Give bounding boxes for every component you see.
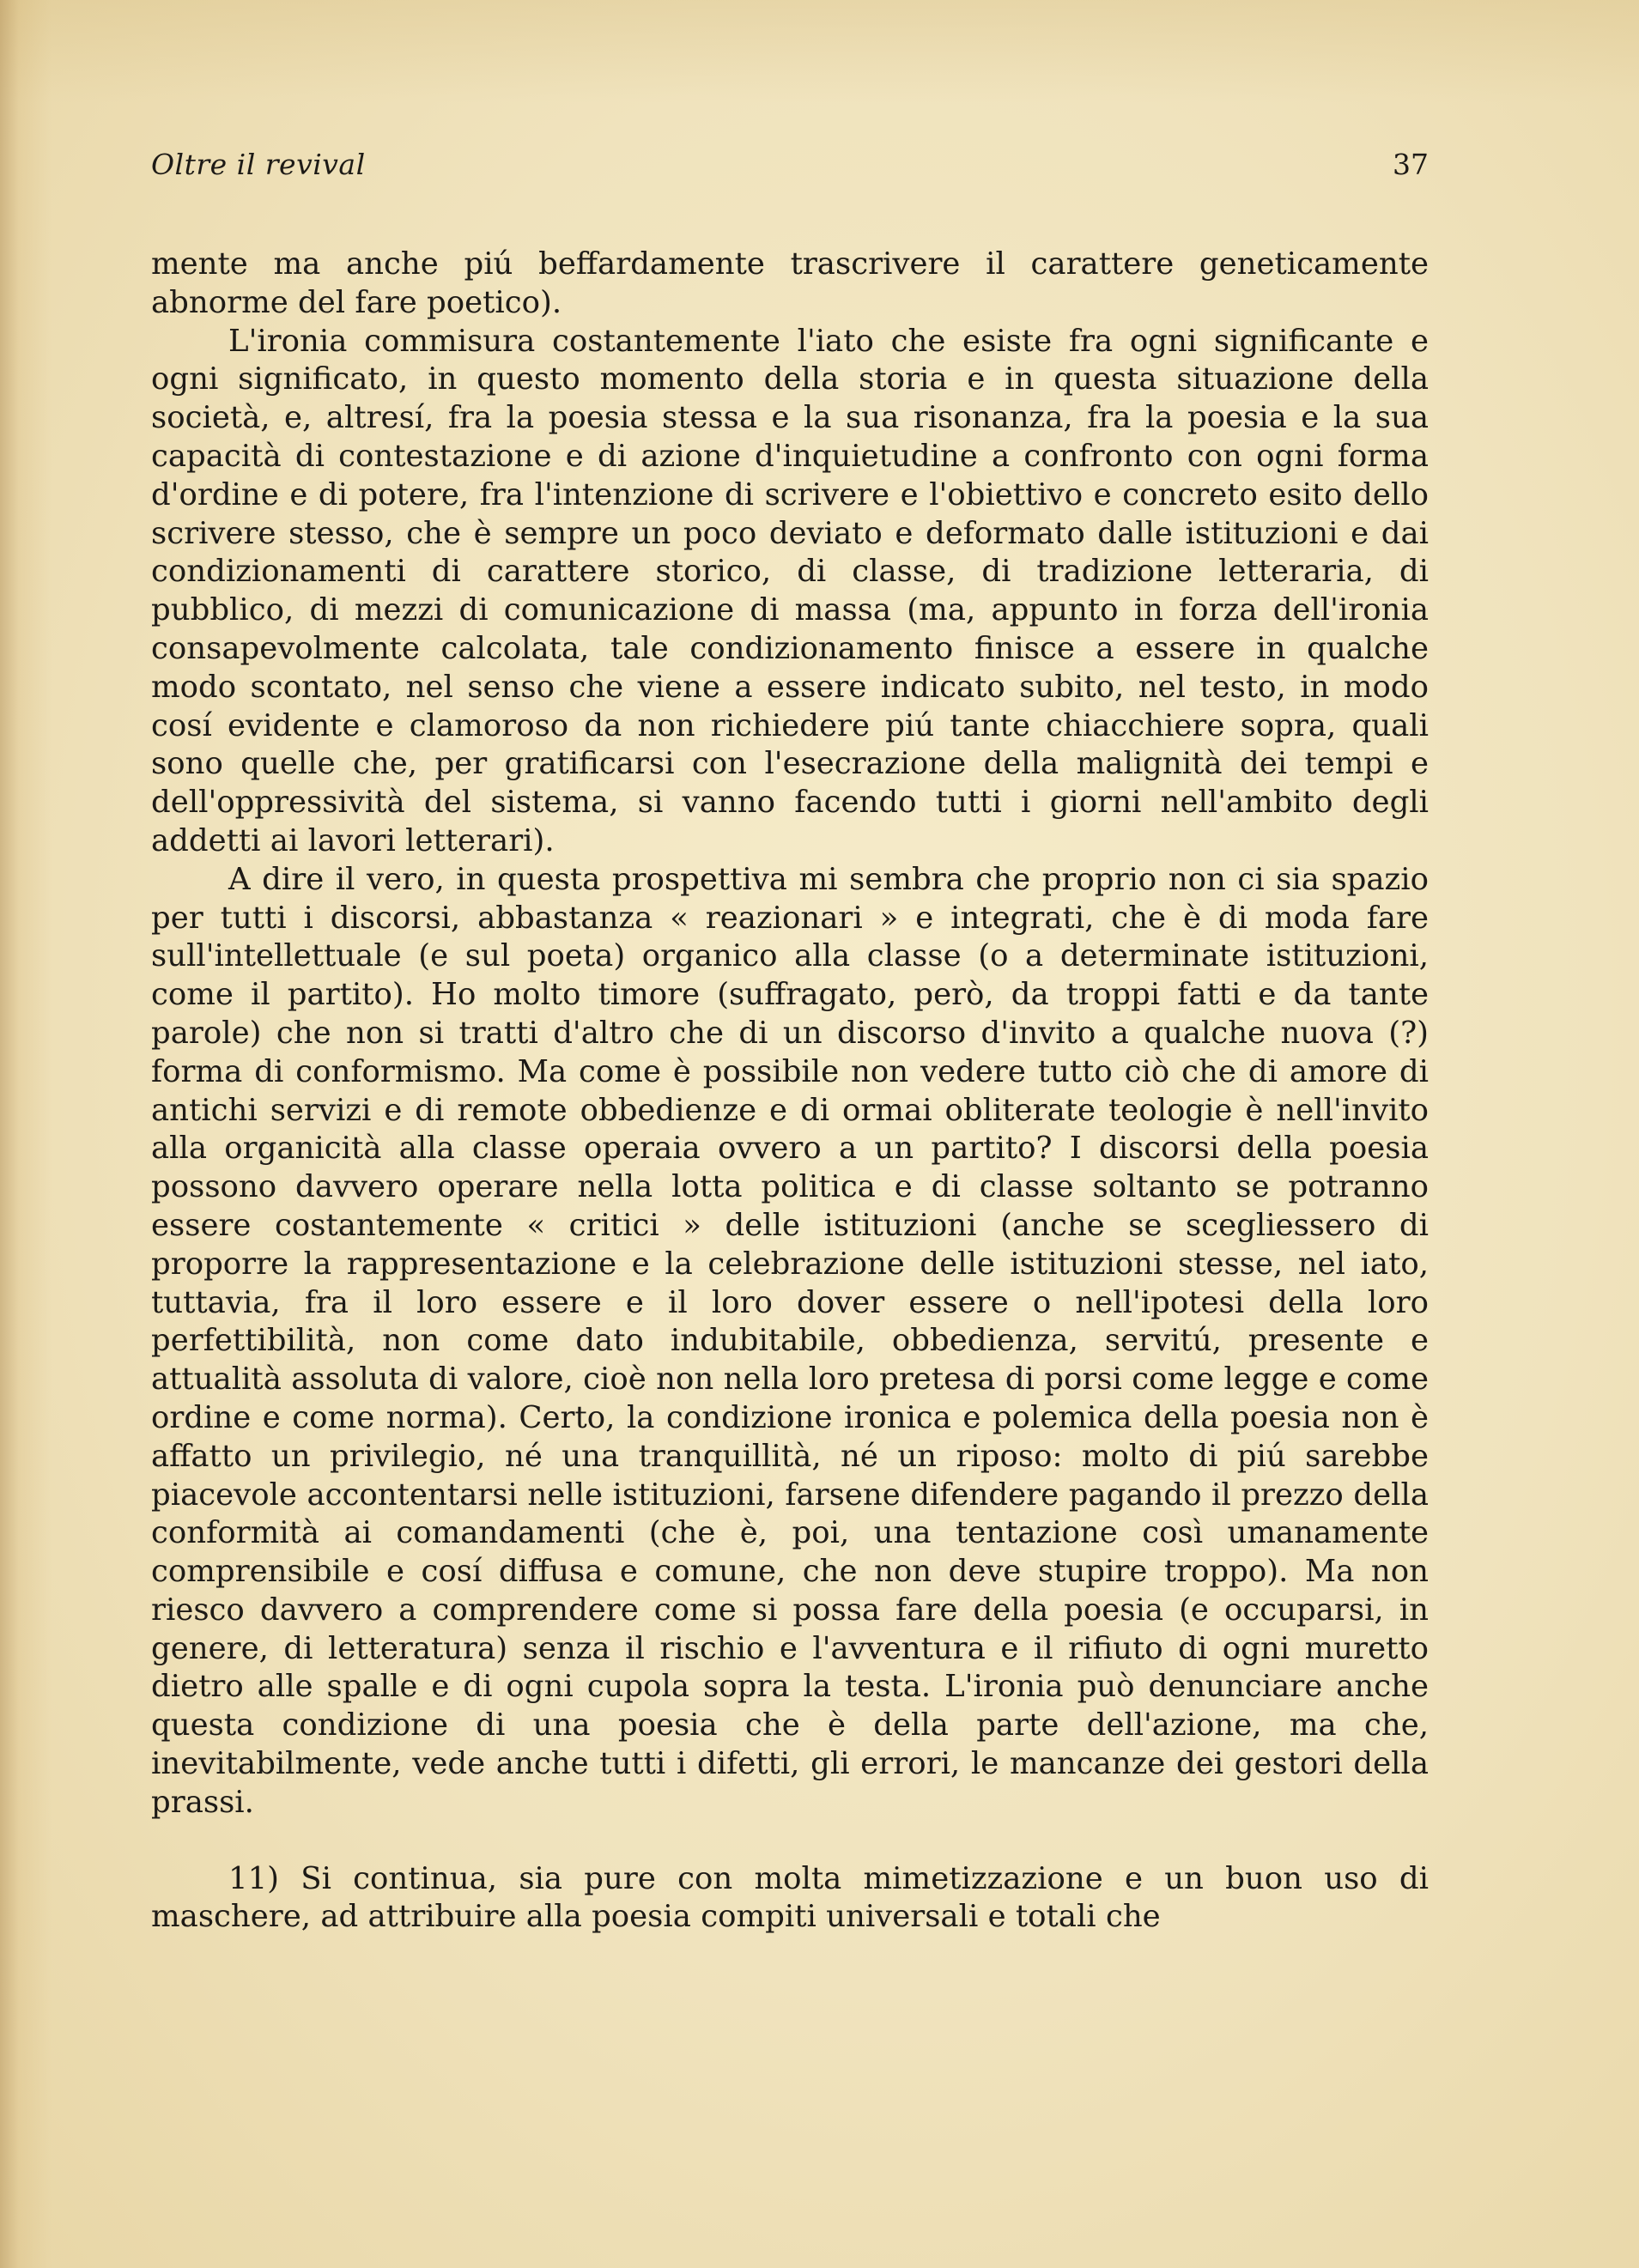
page-number: 37 [1393, 148, 1429, 181]
paragraph-continuation: mente ma anche piú beffardamente trascrivere il carattere geneticamente abnorme del fare poetico). [151, 246, 1429, 320]
running-title: Oltre il revival [151, 148, 366, 181]
paragraph-organic-intellectual: A dire il vero, in questa prospettiva mi sembra che proprio non ci sia spazio per tutti i discorsi, abbastanza « reazionari » e integrati, che è di moda fare sull'intellettuale (e sul poeta) organico alla classe (o a determinate istituzioni, come il partito). Ho molto timore (suffragato, però, da troppi fatti e da tante parole) che non si tratti d'altro che di un discorso d'invito a qualche nuova (?) forma di conformismo. Ma come è possibile non vedere tutto ciò che di amore di antichi servizi e di remote obbedienze e di ormai obliterate teologie è nell'invito alla organicità alla classe operaia ovvero a un partito? I discorsi della poesia possono davvero operare nella lotta politica e di classe soltanto se potranno essere costantemente « critici » delle istituzioni (anche se scegliessero di proporre la rappresentazione e la celebrazione delle istituzioni stesse, nel iato, tuttavia, fra il loro essere e il loro dover essere o nell'ipotesi della loro perfettibilità, non come dato indubitabile, obbedienza, servitú, presente e attualità assoluta di valore, cioè non nella loro pretesa di porsi come legge e come ordine e come norma). Certo, la condizione ironica e polemica della poesia non è affatto un privilegio, né una tranquillità, né un riposo: molto di piú sarebbe piacevole accontentarsi nelle istituzioni, farsene difendere pagando il prezzo della conformità ai comandamenti (che è, poi, una tentazione così umanamente comprensibile e cosí diffusa e comune, che non deve stupire troppo). Ma non riesco davvero a comprendere come si possa fare della poesia (e occuparsi, in genere, di letteratura) senza il rischio e l'avventura e il rifiuto di ogni muretto dietro alle spalle e di ogni cupola sopra la testa. L'ironia può denunciare anche questa condizione di una poesia che è della parte dell'azione, ma che, inevitabilmente, vede anche tutti i difetti, gli errori, le mancanze dei gestori della prassi. [151, 861, 1429, 1820]
body-text [151, 246, 1429, 1937]
page-header [151, 148, 1429, 192]
paragraph-irony: L'ironia commisura costantemente l'iato che esiste fra ogni significante e ogni significato, in questo momento della storia e in questa situazione della società, e, altresí, fra la poesia stessa e la sua risonanza, fra la poesia e la sua capacità di contestazione e di azione d'inquietudine a confronto con ogni forma d'ordine e di potere, fra l'intenzione di scrivere e l'obiettivo e concreto esito dello scrivere stesso, che è sempre un poco deviato e deformato dalle istituzioni e dai condizionamenti di carattere storico, di classe, di tradizione letteraria, di pubblico, di mezzi di comunicazione di massa (ma, appunto in forza dell'ironia consapevolmente calcolata, tale condizionamento finisce a essere in qualche modo scontato, nel senso che viene a essere indicato subito, nel testo, in modo cosí evidente e clamoroso da non richiedere piú tante chiacchiere sopra, quali sono quelle che, per gratificarsi con l'esecrazione della malignità dei tempi e dell'oppressività del sistema, si vanno facendo tutti i giorni nell'ambito degli addetti ai lavori letterari). [151, 323, 1429, 858]
paragraph-section-11: 11) Si continua, sia pure con molta mimetizzazione e un buon uso di maschere, ad attribuire alla poesia compiti universali e totali che [151, 1860, 1429, 1935]
